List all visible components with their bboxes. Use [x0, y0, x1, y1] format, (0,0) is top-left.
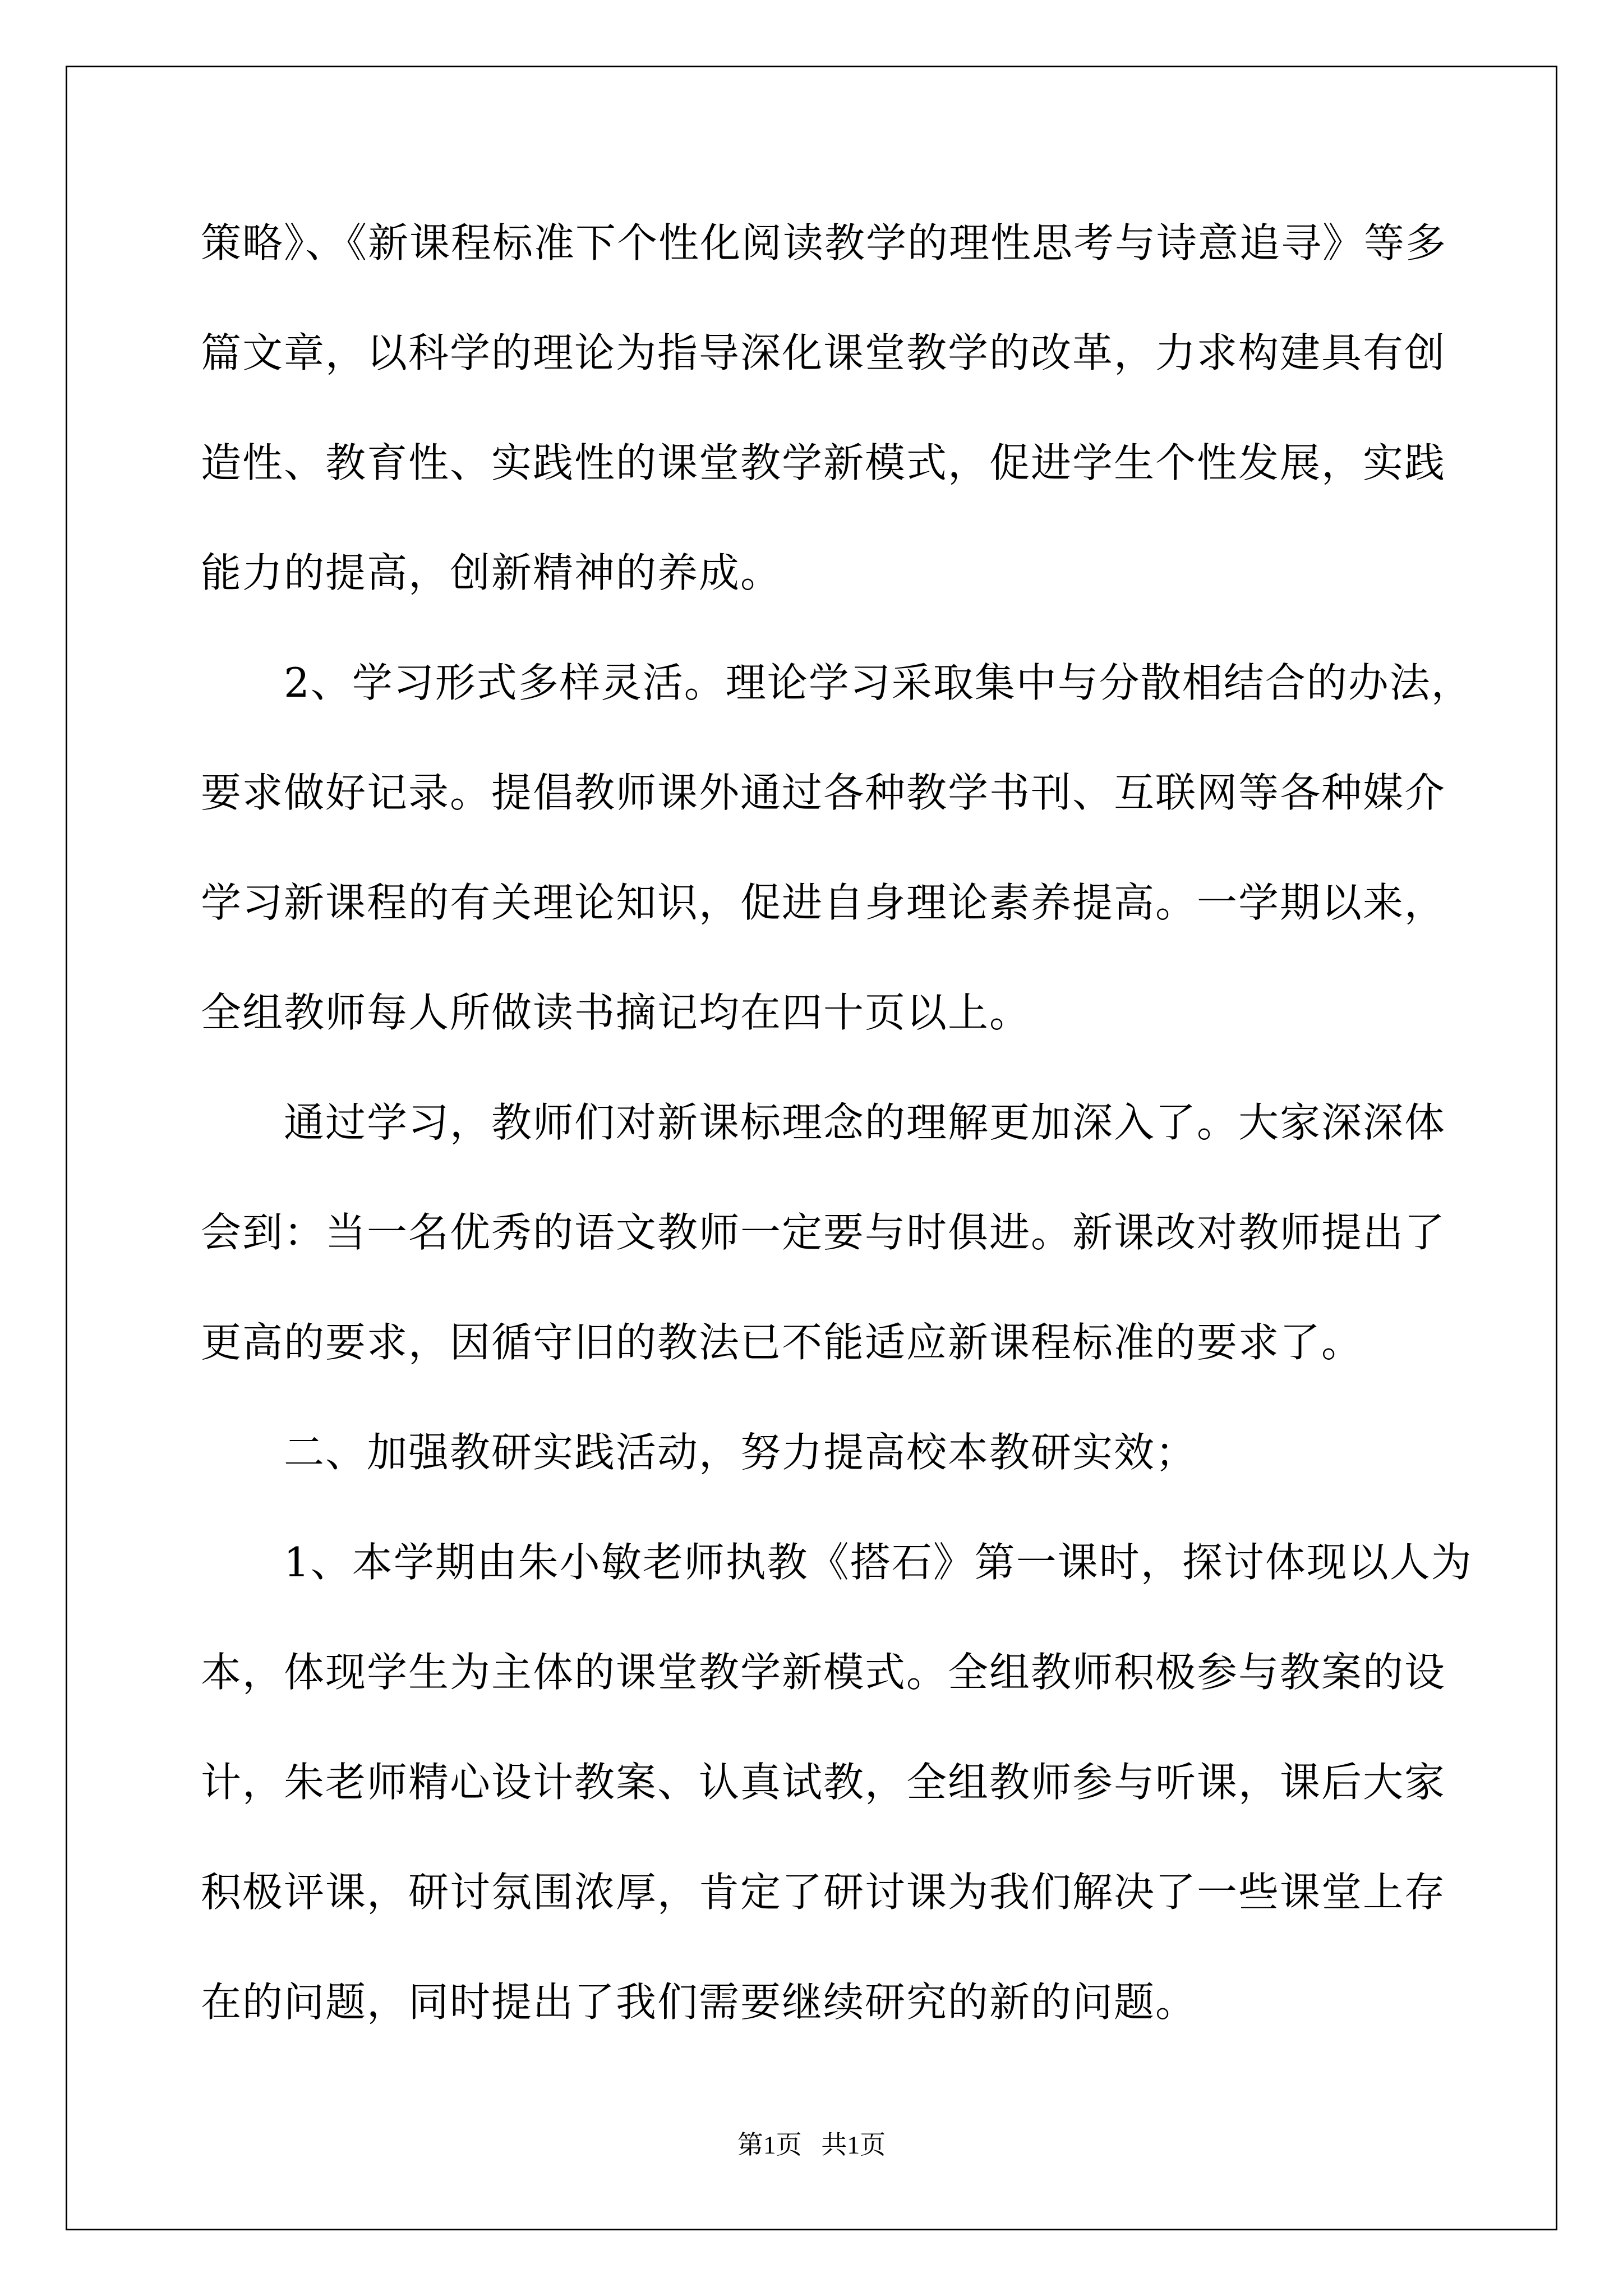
text-line-9: 通过学习，教师们对新课标理念的理解更加深入了。大家深深体 [201, 1099, 1446, 1146]
document-body [201, 216, 1473, 2029]
text-line-16: 积极评课，研讨氛围浓厚，肯定了研讨课为我们解决了一些课堂上存 [201, 1869, 1446, 1916]
page-footer [0, 2128, 1623, 2162]
text-line-15: 计，朱老师精心设计教案、认真试教，全组教师参与听课，课后大家 [201, 1759, 1446, 1806]
text-line-4: 能力的提高，创新精神的养成。 [201, 549, 782, 596]
text-line-12: 二、加强教研实践活动，努力提高校本教研实效； [201, 1429, 1197, 1476]
text-line-10: 会到：当一名优秀的语文教师一定要与时俱进。新课改对教师提出了 [201, 1209, 1446, 1256]
text-line-17: 在的问题，同时提出了我们需要继续研究的新的问题。 [201, 1978, 1197, 2026]
text-line-5: 2、学习形式多样灵活。理论学习采取集中与分散相结合的办法， [201, 659, 1473, 706]
text-line-1: 策略》、《新课程标准下个性化阅读教学的理性思考与诗意追寻》等多 [201, 219, 1447, 266]
text-line-11: 更高的要求，因循守旧的教法已不能适应新课程标准的要求了。 [201, 1319, 1363, 1366]
page-number-label: 第1页 共1页 [737, 2131, 886, 2159]
text-line-6: 要求做好记录。提倡教师课外通过各种教学书刊、互联网等各种媒介 [201, 769, 1446, 816]
text-line-2: 篇文章，以科学的理论为指导深化课堂教学的改革，力求构建具有创 [201, 329, 1446, 376]
text-line-7: 学习新课程的有关理论知识，促进自身理论素养提高。一学期以来， [201, 879, 1446, 926]
text-line-8: 全组教师每人所做读书摘记均在四十页以上。 [201, 989, 1031, 1036]
text-line-3: 造性、教育性、实践性的课堂教学新模式，促进学生个性发展，实践 [201, 439, 1446, 486]
text-line-13: 1、本学期由朱小敏老师执教《搭石》第一课时，探讨体现以人为 [201, 1539, 1473, 1586]
text-line-14: 本，体现学生为主体的课堂教学新模式。全组教师积极参与教案的设 [201, 1649, 1446, 1696]
